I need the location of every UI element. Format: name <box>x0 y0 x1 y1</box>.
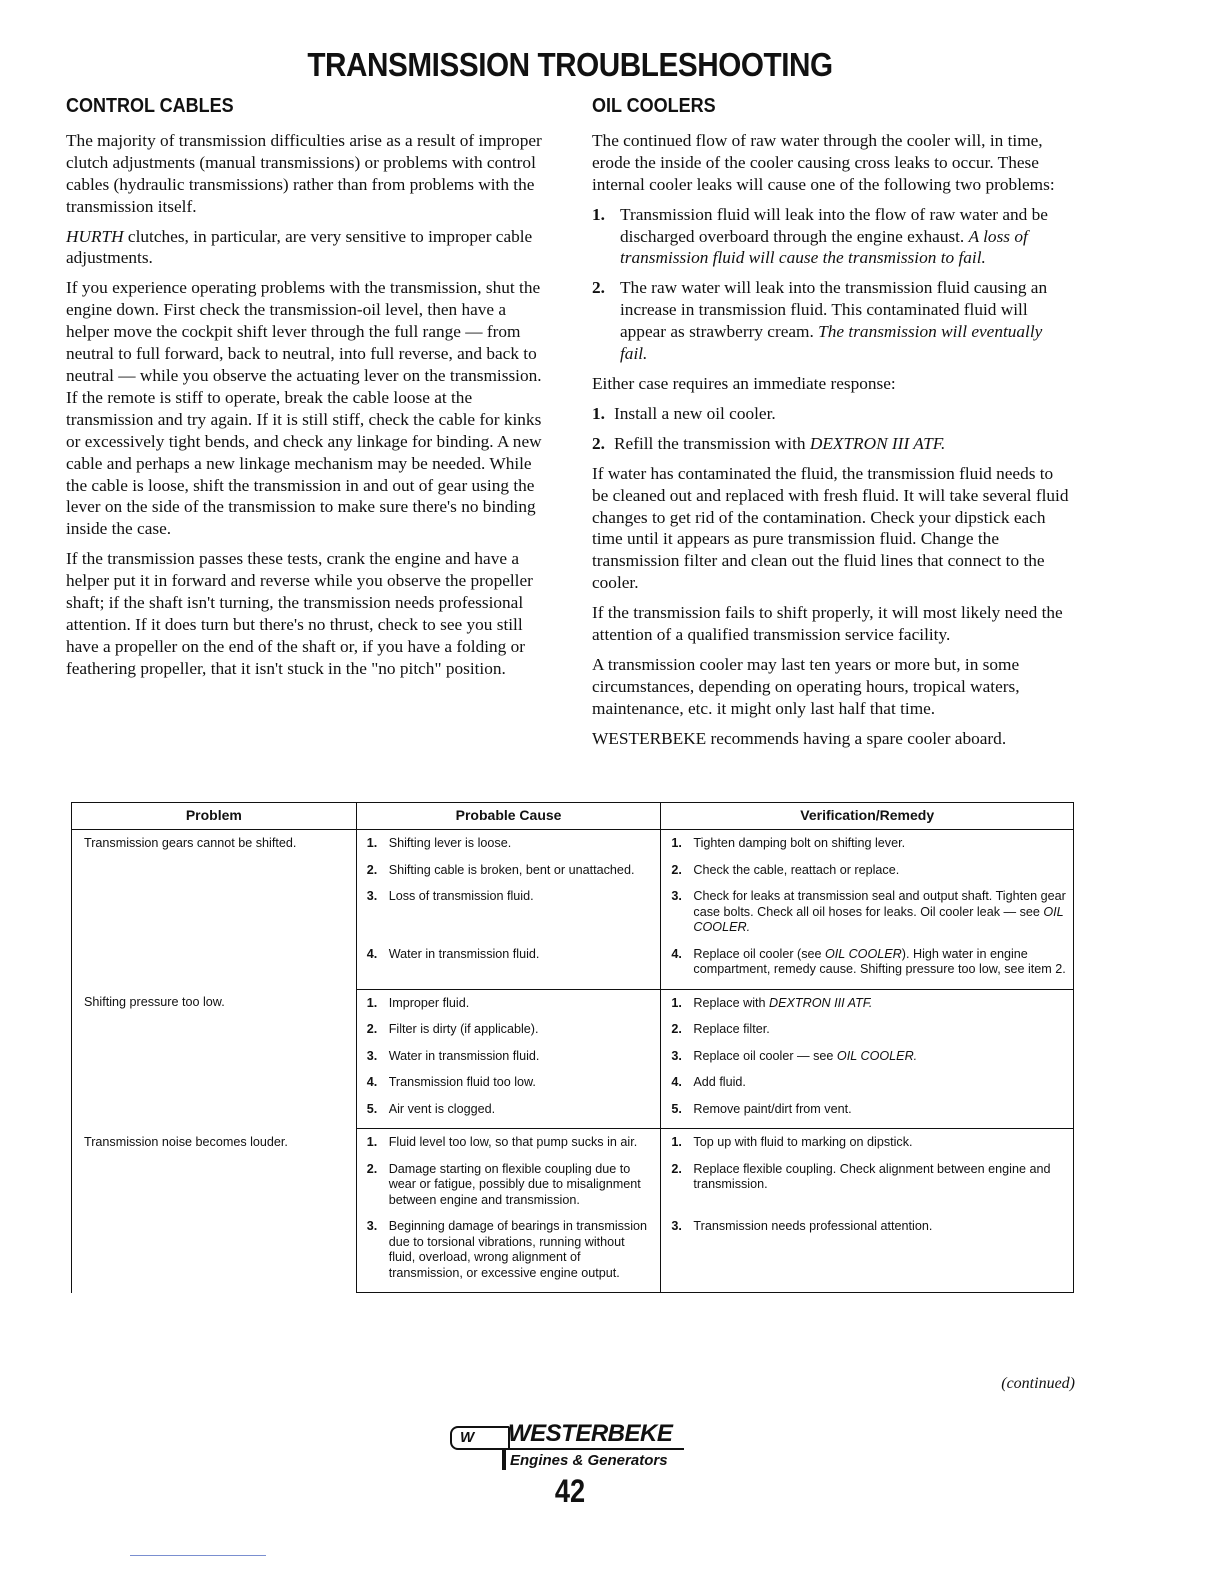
remedy-cell <box>661 830 1074 863</box>
remedy-main: Replace oil cooler (see <box>693 946 826 961</box>
remedy-cell <box>661 1102 1074 1129</box>
remedy-italic: DEXTRON III ATF. <box>769 995 873 1010</box>
remedy-number: 3. <box>671 1219 682 1233</box>
remedy-number: 2. <box>671 862 682 877</box>
list-text <box>620 277 1070 365</box>
list-text-main: The raw water will leak into the transmission fluid causing an increase in transmission fluid. This contaminated fluid will appear as strawberry cream. <box>620 278 1048 342</box>
problem-cell: Transmission noise becomes louder. <box>72 1129 357 1293</box>
remedy-main: Remove paint/dirt from vent. <box>693 1101 852 1116</box>
page-number: 42 <box>554 1473 586 1509</box>
cause-text: Transmission fluid too low. <box>388 1075 536 1089</box>
remedy-text <box>693 889 1067 936</box>
oil-coolers-paragraph-5: A transmission cooler may last ten years or more but, in some circumstances, depending on operating hours, tropical waters, maintenance, etc. it might only last half that time. <box>592 654 1020 718</box>
cause-text: Filter is dirty (if applicable). <box>388 1022 539 1036</box>
remedy-main: Replace filter. <box>693 1022 770 1036</box>
header-verification-remedy: Verification/Remedy <box>661 803 1074 830</box>
logo-mark-icon <box>450 1426 510 1450</box>
cause-text: Beginning damage of bearings in transmission due to torsional vibrations, running without fluid, overload, wrong alignment of transmission, or excessive engine output. <box>388 1219 648 1280</box>
cause-cell <box>356 863 661 890</box>
oil-coolers-section <box>592 96 1070 758</box>
control-cables-paragraph-2-text: clutches, in particular, are very sensitive to improper cable adjustments. <box>66 226 533 268</box>
remedy-number: 1. <box>671 1135 682 1149</box>
oil-coolers-paragraph-6: WESTERBEKE recommends having a spare cooler aboard. <box>592 728 1007 748</box>
remedy-number: 4. <box>671 1075 682 1089</box>
remedy-cell <box>661 1049 1074 1076</box>
problem-cell: Transmission gears cannot be shifted. <box>72 830 357 990</box>
remedy-cell <box>661 947 1074 990</box>
cause-cell <box>356 989 661 1022</box>
remedy-text <box>693 836 1067 852</box>
cause-cell <box>356 1162 661 1220</box>
remedy-main: Replace flexible coupling. Check alignment between engine and transmission. <box>693 1161 1051 1191</box>
list-text <box>620 204 1070 270</box>
cause-cell <box>356 1022 661 1049</box>
oil-coolers-paragraph-3: If water has contaminated the fluid, the transmission fluid needs to be cleaned out and replaced with fresh fluid. It will take several fluid changes to get rid of the contamination. Check your dipstick each time until it appears as pure transmission fluid. Change the transmission filter and clean out the fluid lines that connect to the cooler. <box>592 463 1069 593</box>
cause-text: Shifting cable is broken, bent or unattached. <box>388 862 635 877</box>
response-step <box>592 403 1070 425</box>
response-step <box>592 433 1070 455</box>
logo-bar <box>502 1450 506 1470</box>
remedy-number: 5. <box>671 1101 682 1116</box>
control-cables-paragraph-2 <box>66 226 544 270</box>
remedy-number: 4. <box>671 946 682 961</box>
remedy-cell <box>661 863 1074 890</box>
cause-text: Loss of transmission fluid. <box>388 889 534 903</box>
table-row <box>72 1129 1074 1162</box>
cause-number: 1. <box>366 1135 378 1149</box>
cause-number: 2. <box>366 1161 378 1176</box>
list-text-main: Transmission fluid will leak into the flow of raw water and be discharged overboard through the engine exhaust. <box>620 204 1048 246</box>
cause-number: 4. <box>366 1075 378 1089</box>
list-number: 1. <box>592 204 605 224</box>
remedy-text <box>693 863 1067 879</box>
footer-divider <box>130 1555 266 1556</box>
cause-cell <box>356 1219 661 1293</box>
header-problem: Problem <box>72 803 357 830</box>
remedy-main: Replace oil cooler — see <box>693 1048 837 1063</box>
remedy-main: Transmission needs professional attention. <box>693 1219 933 1233</box>
cause-text: Improper fluid. <box>388 995 470 1010</box>
cause-text: Water in transmission fluid. <box>388 946 540 961</box>
remedy-number: 3. <box>671 1048 682 1063</box>
cause-number: 3. <box>366 1219 378 1233</box>
continued-note: (continued) <box>1001 1375 1075 1392</box>
remedy-number: 2. <box>671 1161 682 1176</box>
control-cables-section <box>66 96 544 688</box>
remedy-cell <box>661 1075 1074 1102</box>
table-row <box>72 989 1074 1022</box>
cause-number: 4. <box>366 946 378 961</box>
cause-cell <box>356 889 661 947</box>
remedy-text <box>693 1049 1067 1065</box>
hurth-term: HURTH <box>66 226 124 246</box>
remedy-main: Tighten damping bolt on shifting lever. <box>693 836 906 850</box>
control-cables-paragraph-3: If you experience operating problems with the transmission, shut the engine down. First check the transmission-oil level, then have a helper move the cockpit shift lever through the full range — from neutral to full forward, back to neutral, into full reverse, and back to neutral — while you observe the actuating lever on the transmission. If the remote is stiff to operate, break the cable loose at the transmission and try again. If it is still stiff, check the cable for kinks or excessively tight bends, and check any linkage for binding. A new cable and perhaps a new linkage mechanism may be needed. While the cable is loose, shift the transmission in and out of gear using the lever on the side of the transmission to make sure there's no binding inside the case. <box>66 278 542 539</box>
cause-number: 2. <box>366 1022 378 1036</box>
cause-text: Shifting lever is loose. <box>388 836 512 850</box>
remedy-text <box>693 1162 1067 1193</box>
remedy-italic: OIL COOLER. <box>693 904 1064 934</box>
remedy-text <box>693 1022 1067 1038</box>
remedy-main: Replace with <box>693 995 770 1010</box>
remedy-text <box>693 947 1067 978</box>
control-cables-paragraph-1: The majority of transmission difficulties arise as a result of improper clutch adjustments (manual transmissions) or problems with control cables (hydraulic transmissions) rather than from problems with the transmission itself. <box>66 130 542 216</box>
control-cables-heading: CONTROL CABLES <box>66 95 234 117</box>
remedy-cell <box>661 1129 1074 1162</box>
problem-list-item <box>592 204 1070 270</box>
table-row <box>72 830 1074 863</box>
header-probable-cause: Probable Cause <box>356 803 661 830</box>
cause-number: 1. <box>366 995 378 1010</box>
list-text-italic: The transmission will eventually fail. <box>620 322 1043 364</box>
cause-text: Fluid level too low, so that pump sucks in air. <box>388 1135 638 1149</box>
problem-cell: Shifting pressure too low. <box>72 989 357 1129</box>
list-number: 2. <box>592 278 605 298</box>
remedy-text <box>693 1219 1067 1235</box>
cause-cell <box>356 1102 661 1129</box>
oil-coolers-paragraph-1: The continued flow of raw water through the cooler will, in time, erode the inside of the cooler causing cross leaks to occur. These internal cooler leaks will cause one of the following two problems: <box>592 130 1055 194</box>
remedy-italic: OIL COOLER. <box>836 1048 918 1063</box>
step-number: 1. <box>592 403 605 423</box>
remedy-italic: OIL COOLER <box>825 946 902 961</box>
westerbeke-logo <box>440 1420 700 1470</box>
remedy-number: 1. <box>671 995 682 1010</box>
cause-cell <box>356 1049 661 1076</box>
step-text: Refill the transmission with <box>614 433 810 453</box>
remedy-number: 2. <box>671 1022 682 1036</box>
logo-mark-letter: W <box>460 1429 473 1446</box>
cause-number: 3. <box>366 1048 378 1063</box>
cause-text: Air vent is clogged. <box>388 1101 496 1116</box>
step-number: 2. <box>592 433 605 453</box>
list-text-italic: A loss of transmission fluid will cause the transmission to fail. <box>620 226 1028 268</box>
control-cables-paragraph-4: If the transmission passes these tests, crank the engine and have a helper put it in forward and reverse while you observe the propeller shaft; if the shaft isn't turning, the transmission needs professional attention. If it does turn but there's no thrust, check to see you still have a propeller on the end of the shaft or, if you have a folding or feathering propeller, that it isn't stuck in the "no pitch" position. <box>66 549 533 678</box>
remedy-main: Add fluid. <box>693 1075 746 1089</box>
cause-number: 5. <box>366 1101 378 1116</box>
oil-coolers-paragraph-4: If the transmission fails to shift properly, it will most likely need the attention of a qualified transmission service facility. <box>592 603 1063 645</box>
remedy-cell <box>661 1219 1074 1293</box>
cause-cell <box>356 1129 661 1162</box>
table-header-row <box>72 803 1074 830</box>
remedy-text <box>693 996 1067 1012</box>
remedy-cell <box>661 1162 1074 1220</box>
cause-number: 3. <box>366 889 378 903</box>
remedy-cell <box>661 989 1074 1022</box>
remedy-main: Check the cable, reattach or replace. <box>693 862 900 877</box>
remedy-main: Check for leaks at transmission seal and output shaft. Tighten gear case bolts. Check all oil hoses for leaks. Oil cooler leak — see <box>693 889 1066 919</box>
troubleshooting-table <box>71 802 1074 1293</box>
logo-name: WESTERBEKE <box>508 1420 684 1450</box>
oil-coolers-heading: OIL COOLERS <box>592 95 716 117</box>
remedy-number: 3. <box>671 889 682 903</box>
step-text-italic: DEXTRON III ATF. <box>809 433 946 453</box>
cause-text: Water in transmission fluid. <box>388 1048 540 1063</box>
remedy-text <box>693 1135 1067 1151</box>
remedy-cell <box>661 1022 1074 1049</box>
remedy-tail: ). High water in engine compartment, remedy cause. Shifting pressure too low, see item 2. <box>693 946 1066 976</box>
oil-coolers-paragraph-2: Either case requires an immediate response: <box>592 373 896 393</box>
remedy-text <box>693 1075 1067 1091</box>
remedy-main: Top up with fluid to marking on dipstick. <box>693 1135 913 1149</box>
cause-cell <box>356 947 661 990</box>
remedy-number: 1. <box>671 836 682 850</box>
problem-list-item <box>592 277 1070 365</box>
remedy-cell <box>661 889 1074 947</box>
logo-subtitle: Engines & Generators <box>510 1452 668 1469</box>
cause-cell <box>356 830 661 863</box>
cause-number: 2. <box>366 862 378 877</box>
cause-number: 1. <box>366 836 378 850</box>
step-text: Install a new oil cooler. <box>614 403 776 423</box>
cause-cell <box>356 1075 661 1102</box>
page-title: TRANSMISSION TROUBLESHOOTING <box>307 46 833 83</box>
cause-text: Damage starting on flexible coupling due to wear or fatigue, possibly due to misalignment between engine and transmission. <box>388 1161 641 1207</box>
remedy-text <box>693 1102 1067 1118</box>
